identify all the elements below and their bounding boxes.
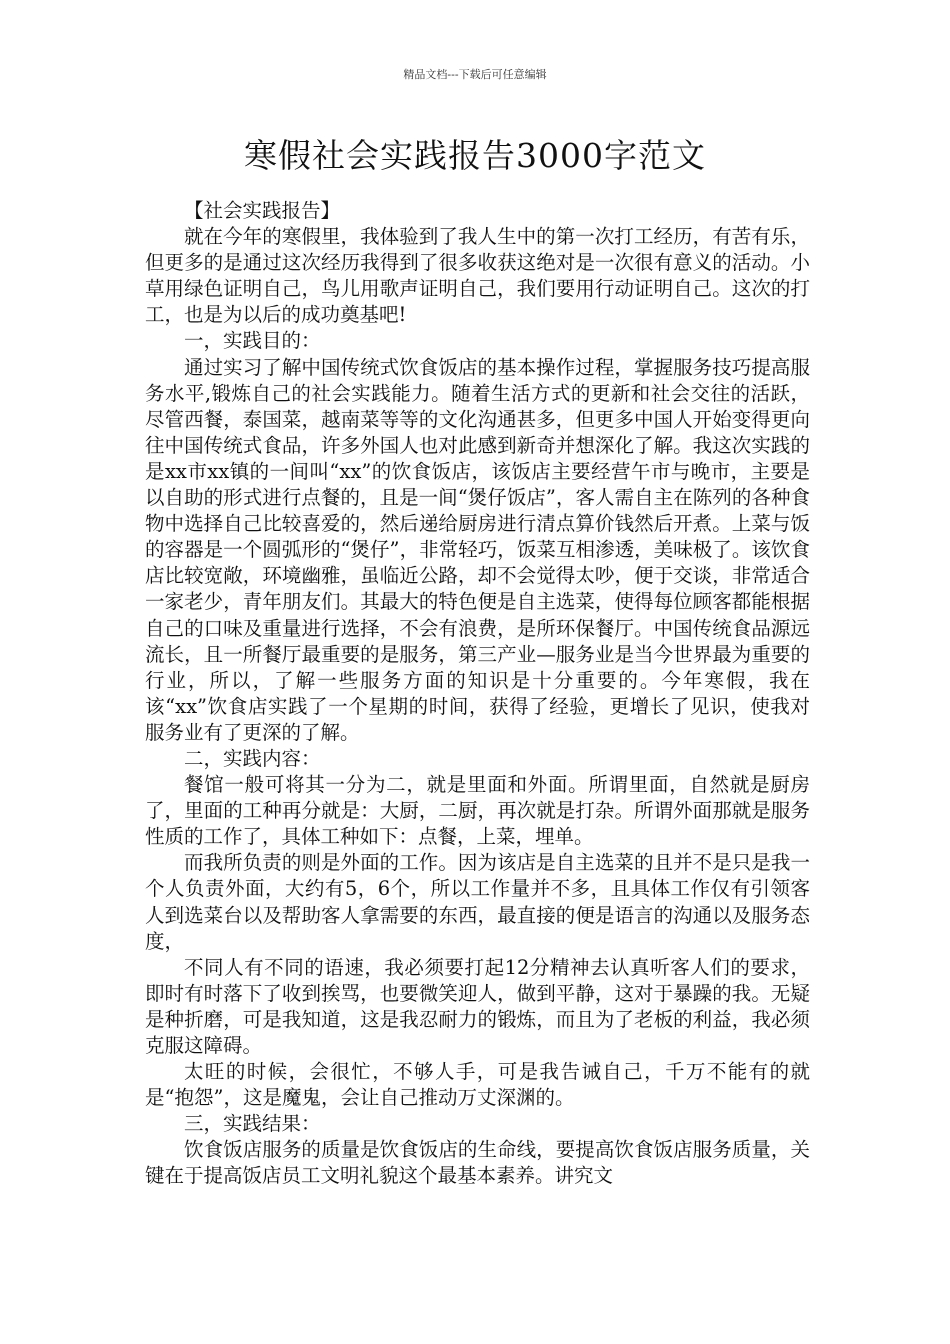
paragraph-content-3: 不同人有不同的语速，我必须要打起12分精神去认真听客人们的要求，即时有时落下了收到挨骂，也要微笑迎人，做到平静，这对于暴躁的我。无疑是种折磨，可是我知道，这是我忍耐力的锻炼，而且为了老板的利益，我必须克服这障碍。 — [145, 955, 810, 1057]
heading-content: 二，实践内容： — [184, 746, 321, 770]
paragraph-content-4: 太旺的时候，会很忙，不够人手，可是我告诫自己，千万不能有的就是“抱怨”，这是魔鬼，会让自己推动万丈深渊的。 — [145, 1060, 810, 1110]
document-body — [145, 198, 810, 1190]
document-title: 寒假社会实践报告3000字范文 — [244, 136, 706, 175]
heading-purpose: 一，实践目的： — [184, 329, 321, 353]
paragraph-content-2: 而我所负责的则是外面的工作。因为该店是自主选菜的且并不是只是我一个人负责外面，大约有5，6个，所以工作量并不多，且具体工作仅有引领客人到选菜台以及帮助客人拿需要的东西，最直接的便是语言的沟通以及服务态度， — [145, 851, 810, 953]
header-note: 精品文档---下载后可任意编辑 — [403, 68, 547, 81]
paragraph-intro: 就在今年的寒假里，我体验到了我人生中的第一次打工经历，有苦有乐，但更多的是通过这次经历我得到了很多收获这绝对是一次很有意义的活动。小草用绿色证明自己，鸟儿用歌声证明自己，我们要用行动证明自己。这次的打工，也是为以后的成功奠基吧! — [145, 225, 810, 327]
paragraph-result: 饮食饭店服务的质量是饮食饭店的生命线，要提高饮食饭店服务质量，关键在于提高饭店员工文明礼貌这个最基本素养。讲究文 — [145, 1138, 810, 1188]
paragraph-purpose: 通过实习了解中国传统式饮食饭店的基本操作过程，掌握服务技巧提高服务水平,锻炼自己的社会实践能力。随着生活方式的更新和社会交往的活跃，尽管西餐，泰国菜，越南菜等等的文化沟通甚多，但更多中国人开始变得更向往中国传统式食品，许多外国人也对此感到新奇并想深化了解。我这次实践的是xx市xx镇的一间叫“xx”的饮食饭店，该饭店主要经营午市与晚市，主要是以自助的形式进行点餐的，且是一间“煲仔饭店”，客人需自主在陈列的各种食物中选择自己比较喜爱的，然后递给厨房进行清点算价钱然后开煮。上菜与饭的容器是一个圆弧形的“煲仔”，非常轻巧，饭菜互相渗透，美味极了。该饮食店比较宽敞，环境幽雅，虽临近公路，却不会觉得太吵，便于交谈，非常适合一家老少，青年朋友们。其最大的特色便是自主选菜，使得每位顾客都能根据自己的口味及重量进行选择，不会有浪费，是所环保餐厅。中国传统食品源远流长，且一所餐厅最重要的是服务，第三产业—服务业是当今世界最为重要的行业，所以，了解一些服务方面的知识是十分重要的。今年寒假，我在该“xx”饮食店实践了一个星期的时间，获得了经验，更增长了见识，使我对服务业有了更深的了解。 — [145, 355, 810, 744]
paragraph-content-1: 餐馆一般可将其一分为二，就是里面和外面。所谓里面，自然就是厨房了，里面的工种再分就是：大厨，二厨，再次就是打杂。所谓外面那就是服务性质的工作了，具体工种如下：点餐，上菜，埋单。 — [145, 773, 810, 849]
section-tag: 【社会实践报告】 — [184, 199, 341, 222]
heading-result: 三，实践结果： — [184, 1112, 321, 1136]
